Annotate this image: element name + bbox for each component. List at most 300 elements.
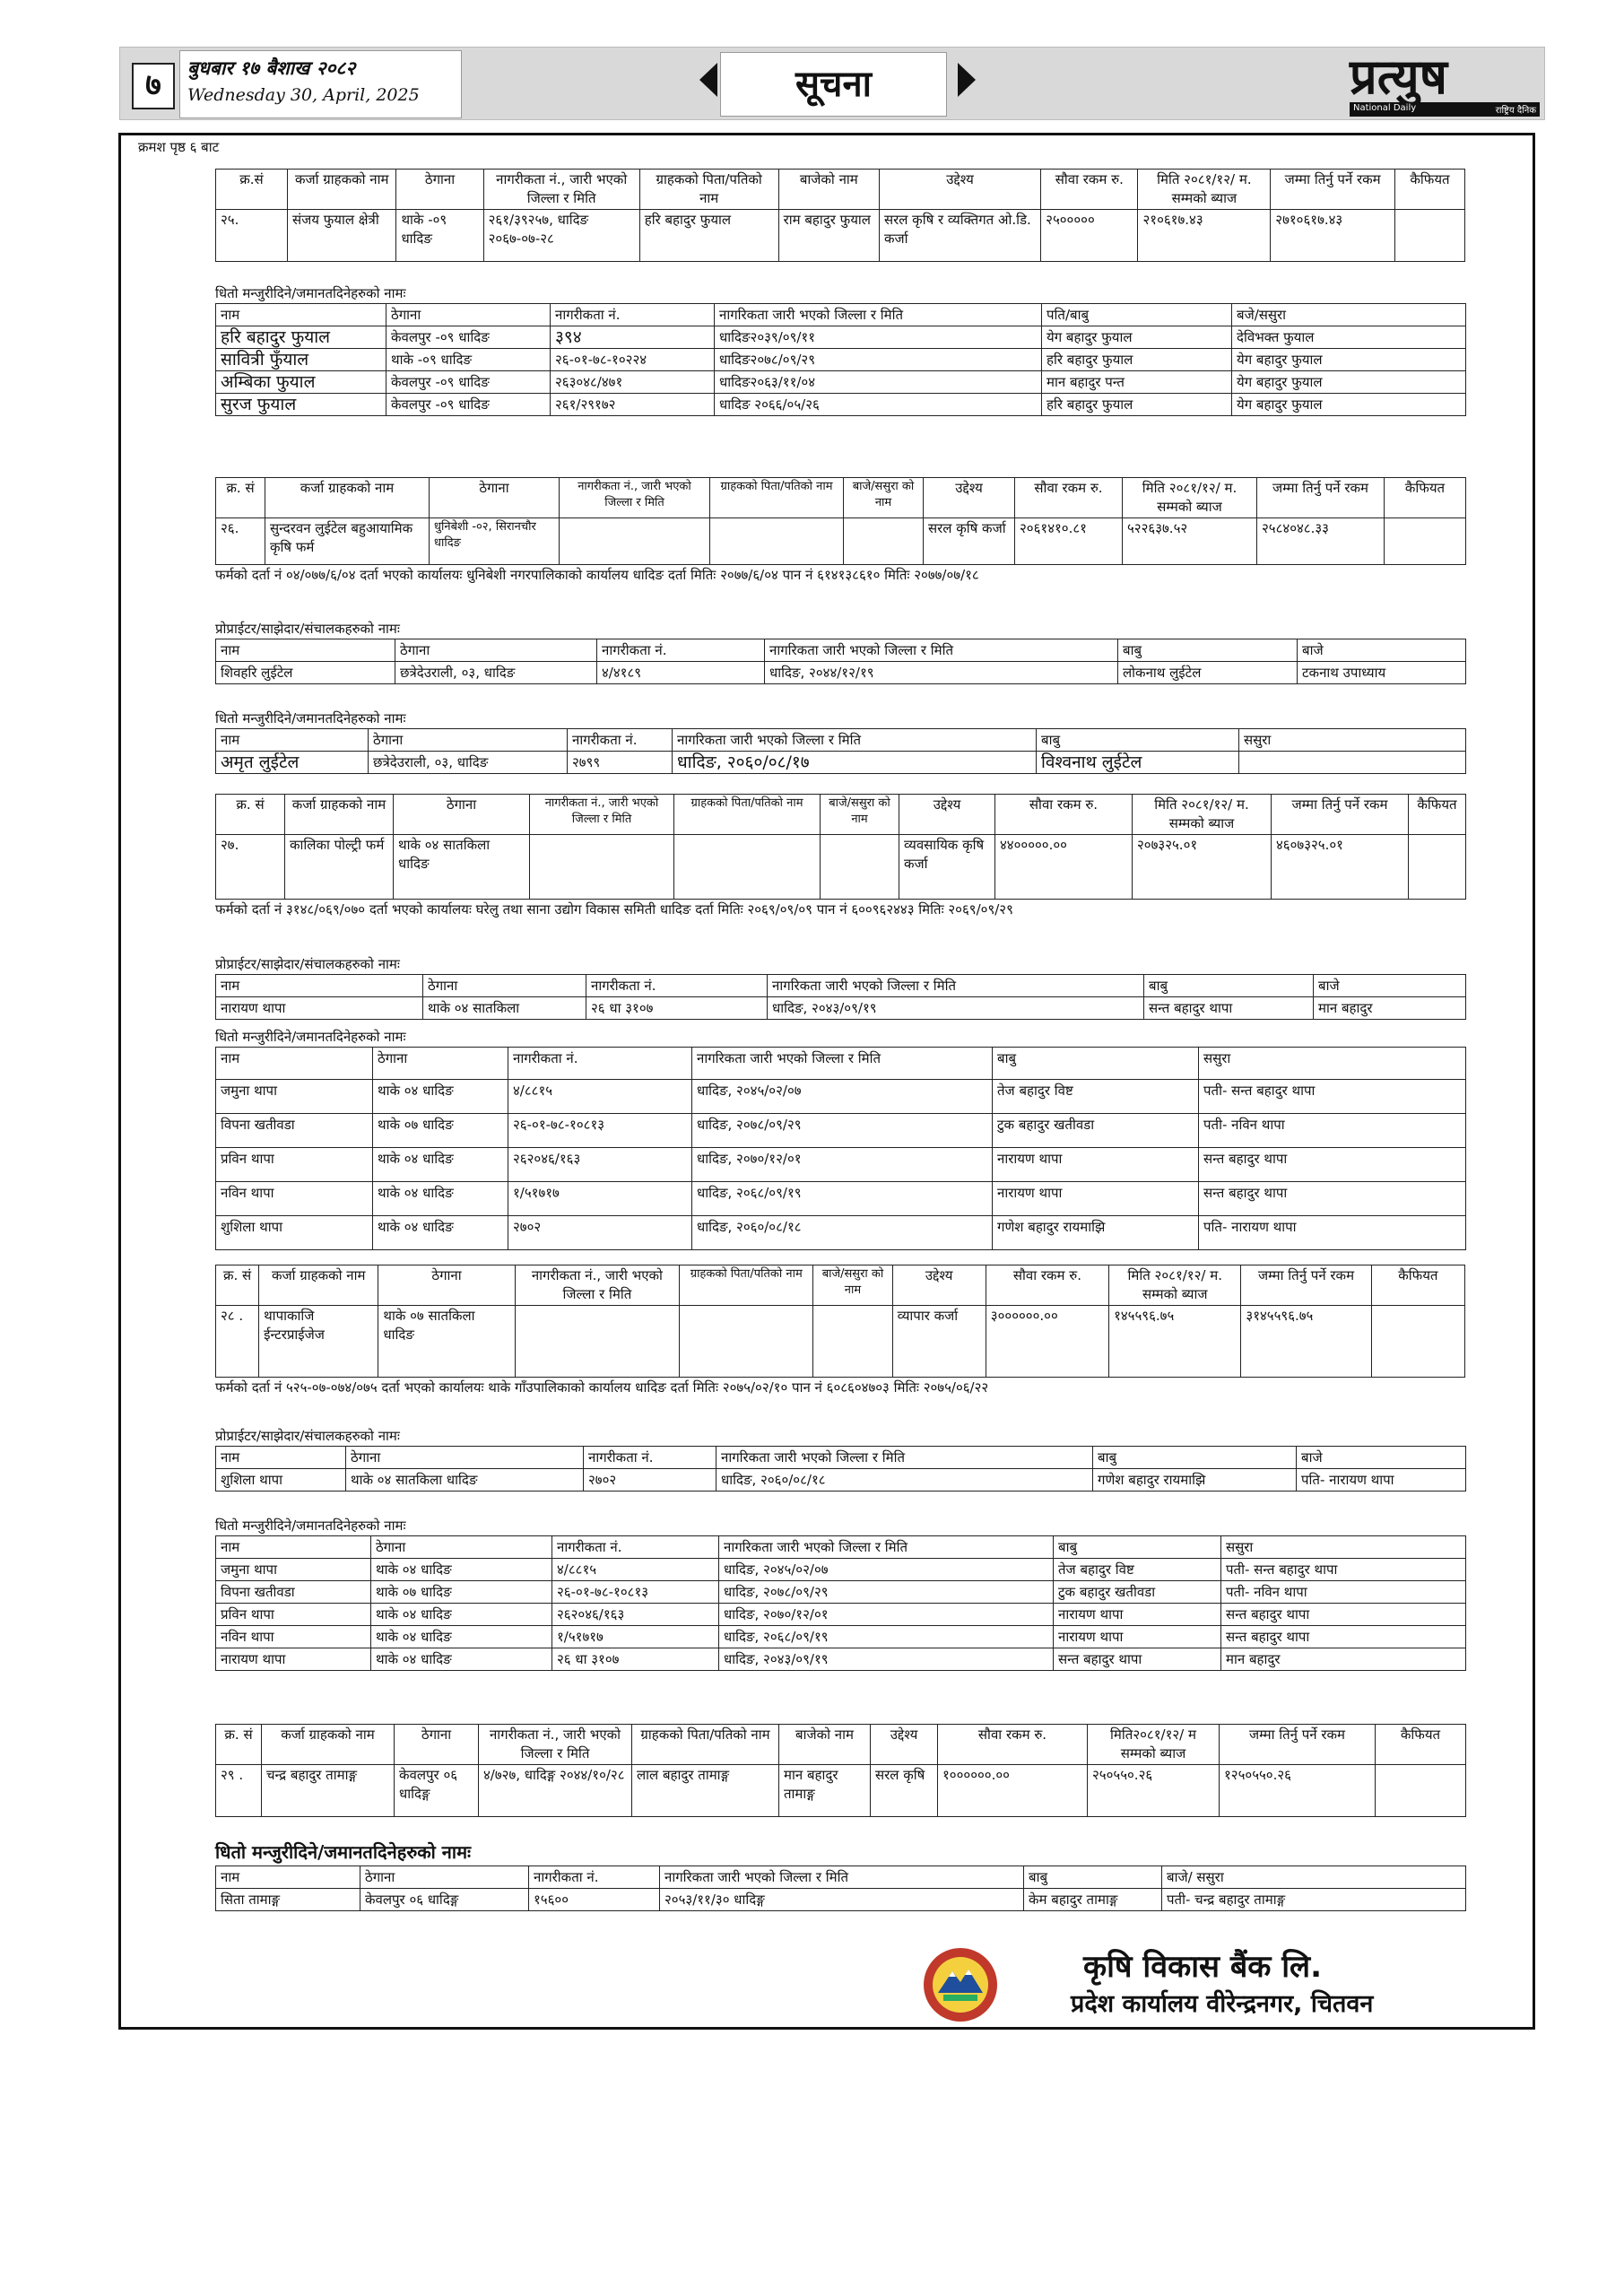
cell: पती- नविन थापा (1199, 1114, 1466, 1148)
bank-logo-icon (922, 1946, 999, 2023)
header-cell: सौवा रकम रु. (1015, 478, 1123, 518)
header-cell: नाम (216, 729, 369, 752)
cell: थाके ०७ धादिङ (371, 1581, 552, 1604)
cell: धादिङ, २०६०/०८/१७ (673, 752, 1037, 774)
cell (813, 1306, 892, 1378)
cell (821, 835, 899, 900)
cell: देविभक्त फुयाल (1232, 326, 1466, 349)
cell: २६१/२९१७२ (551, 394, 715, 416)
header-cell: उद्देश्य (899, 795, 995, 835)
guarantor-block-25 (215, 283, 1465, 416)
header-cell: नागरिकता जारी भएको जिल्ला र मिति (673, 729, 1037, 752)
cell: थाके ०४ सातकिला (423, 997, 586, 1020)
proprietor-block-27 (215, 954, 1465, 1020)
cell: कालिका पोल्ट्री फर्म (285, 835, 394, 900)
cell: केवलपुर ०६ धादिङ्ग (395, 1765, 479, 1817)
cell: नारायण थापा (1054, 1604, 1221, 1626)
cell: धादिङ, २०४५/०२/०७ (692, 1080, 993, 1114)
cell: येग बहादुर फुयाल (1232, 394, 1466, 416)
header-cell: ठेगाना (423, 975, 586, 997)
cell: थाके -०९ धादिङ (386, 349, 551, 371)
header-cell: नाम (216, 304, 386, 326)
header-cell: ठेगाना (386, 304, 551, 326)
person-row (216, 1080, 1466, 1114)
header-cell: बाजेको नाम (778, 170, 879, 210)
cell (710, 518, 844, 565)
logo-sub-en: National Daily (1353, 103, 1417, 113)
header-cell: ग्राहकको पिता/पतिको नाम (639, 170, 778, 210)
cell: शिवहरि लुईटेल (216, 662, 395, 684)
cell: २०६१४१०.८१ (1015, 518, 1123, 565)
cell: २९ . (216, 1765, 262, 1817)
loan-row (216, 518, 1466, 565)
header-cell: क्र. सं (216, 1725, 262, 1765)
cell: ४४०००००.०० (995, 835, 1133, 900)
header-cell: नागरीकता नं., जारी भएको जिल्ला र मिति (530, 795, 674, 835)
cell: विपना खतीवडा (216, 1581, 371, 1604)
cell: प्रविन थापा (216, 1604, 371, 1626)
cell: १२५०५५०.२६ (1220, 1765, 1376, 1817)
cell: १/५१७१७ (508, 1182, 692, 1216)
cell: धादिङ२०७८/०९/२९ (715, 349, 1042, 371)
header-cell: क्र.सं (216, 170, 288, 210)
logo-name: प्रत्युष (1350, 48, 1447, 105)
continued-note: क्रमश पृष्ठ ६ बाट (138, 139, 220, 155)
cell: धादिङ, २०४४/१२/१९ (765, 662, 1118, 684)
cell: ५२२६३७.५२ (1123, 518, 1257, 565)
header-cell: ग्राहकको पिता/पतिको नाम (710, 478, 844, 518)
cell: व्यवसायिक कृषि कर्जा (899, 835, 995, 900)
cell: व्यापार कर्जा (892, 1306, 986, 1378)
loan-row (216, 1765, 1466, 1817)
person-row (216, 752, 1466, 774)
cell: सिता तामाङ्ग (216, 1889, 360, 1911)
cell: तेज बहादुर विष्ट (993, 1080, 1199, 1114)
cell: नारायण थापा (993, 1182, 1199, 1216)
person-header-row (216, 304, 1466, 326)
cell: २७. (216, 835, 285, 900)
header-cell: नागरीकता नं. (597, 639, 765, 662)
cell: पती- चन्द्र बहादुर तामाङ्ग (1162, 1889, 1466, 1911)
cell: धादिङ२०३९/०९/११ (715, 326, 1042, 349)
person-header-row (216, 729, 1466, 752)
guarantor-label: धितो मन्जुरीदिने/जमानतदिनेहरुको नामः (215, 1029, 406, 1045)
header-cell: ग्राहकको पिता/पतिको नाम (632, 1725, 779, 1765)
cell: २६१/३९२५७, धादिङ २०६७-०७-२८ (483, 210, 639, 262)
person-header-row (216, 1866, 1466, 1889)
header-cell: नागरीकता नं., जारी भएको जिल्ला र मिति (483, 170, 639, 210)
header-cell: ठेगाना (369, 729, 568, 752)
cell (844, 518, 924, 565)
header-cell: कर्जा ग्राहकको नाम (287, 170, 395, 210)
header-cell: मिति २०८१/१२/ म. सम्मको ब्याज (1123, 478, 1257, 518)
header-cell: ग्राहकको पिता/पतिको नाम (674, 795, 821, 835)
cell: २०५३/११/३० धादिङ्ग (660, 1889, 1024, 1911)
cell: २५८४०४८.३३ (1257, 518, 1385, 565)
person-row (216, 1148, 1466, 1182)
cell: ४/८८१५ (552, 1559, 719, 1581)
header-cell: जम्मा तिर्नु पर्ने रकम (1220, 1725, 1376, 1765)
cell: थाके ०७ धादिङ (373, 1114, 508, 1148)
header-cell: जम्मा तिर्नु पर्ने रकम (1241, 1265, 1371, 1306)
cell: १००००००.०० (938, 1765, 1088, 1817)
cell: २६ धा ३१०७ (586, 997, 768, 1020)
cell: संजय फुयाल क्षेत्री (287, 210, 395, 262)
guarantor-block-28 (215, 1516, 1465, 1671)
cell: २७९९ (568, 752, 673, 774)
cell: २७०२ (584, 1469, 716, 1492)
header-cell: बाबु (1037, 729, 1239, 752)
cell: नारायण थापा (993, 1148, 1199, 1182)
header-cell: कर्जा ग्राहकको नाम (285, 795, 394, 835)
cell: अमृत लुईटेल (216, 752, 369, 774)
guarantor-block-29 (215, 1839, 1465, 1911)
header-cell: ससुरा (1199, 1048, 1466, 1080)
header-cell: ठेगाना (430, 478, 560, 518)
page-number: ७ (132, 63, 175, 109)
cell: थाके ०४ धादिङ (373, 1182, 508, 1216)
loan-table (215, 169, 1465, 262)
cell: केवलपुर ०६ धादिङ्ग (360, 1889, 529, 1911)
cell: सुरज फुयाल (216, 394, 386, 416)
cell: थाके ०४ धादिङ (373, 1148, 508, 1182)
cell: थाके ०७ सातकिला धादिङ (378, 1306, 515, 1378)
cell: ३१४५५९६.७५ (1241, 1306, 1371, 1378)
cell: सरल कृषि र व्यक्तिगत ओ.डि. कर्जा (879, 210, 1040, 262)
bank-signature (922, 1944, 1424, 2025)
cell: चन्द्र बहादुर तामाङ्ग (262, 1765, 395, 1817)
cell: सन्त बहादुर थापा (1144, 997, 1314, 1020)
cell: थाके ०४ धादिङ (373, 1080, 508, 1114)
cell: धादिङ, २०४३/०९/१९ (768, 997, 1144, 1020)
cell: जमुना थापा (216, 1559, 371, 1581)
cell: ४/७२७, धादिङ्ग २०४४/१०/२८ (479, 1765, 632, 1817)
header-cell: जम्मा तिर्नु पर्ने रकम (1257, 478, 1385, 518)
cell: शुशिला थापा (216, 1469, 346, 1492)
loan-table-29 (215, 1724, 1465, 1817)
header-cell: उद्देश्य (924, 478, 1015, 518)
person-header-row (216, 1536, 1466, 1559)
guarantor-block-26 (215, 709, 1465, 774)
cell: केवलपुर -०९ धादिङ (386, 371, 551, 394)
header-cell: बाबु (1144, 975, 1314, 997)
person-table (215, 1047, 1466, 1250)
cell: २७१०६१७.४३ (1271, 210, 1395, 262)
cell (530, 835, 674, 900)
cell: २६. (216, 518, 265, 565)
person-table (215, 639, 1466, 684)
cell (674, 835, 821, 900)
header-cell: ठेगाना (395, 1725, 479, 1765)
cell: सन्त बहादुर थापा (1221, 1626, 1466, 1648)
header-cell: नागरीकता नं. (586, 975, 768, 997)
cell: २०७३२५.०१ (1133, 835, 1272, 900)
cell: २७०२ (508, 1216, 692, 1250)
cell: २६-०१-७८-१०२२४ (551, 349, 715, 371)
loan-table (215, 1265, 1465, 1378)
loan-header-row (216, 1725, 1466, 1765)
person-table (215, 728, 1466, 774)
cell: १/५१७१७ (552, 1626, 719, 1648)
loan-table (215, 1724, 1466, 1817)
cell: मान बहादुर (1221, 1648, 1466, 1671)
cell: लाल बहादुर तामाङ्ग (632, 1765, 779, 1817)
cell: धादिङ २०६६/०५/२६ (715, 394, 1042, 416)
date-box (179, 50, 462, 118)
section-title: सूचना (720, 52, 947, 117)
header-cell: कर्जा ग्राहकको नाम (259, 1265, 378, 1306)
cell: धादिङ, २०६८/०९/१९ (719, 1626, 1054, 1648)
header-cell: सौवा रकम रु. (995, 795, 1133, 835)
bank-name: कृषि विकास बैंक लि. (1083, 1949, 1322, 1985)
header-cell: नागरिकता जारी भएको जिल्ला र मिति (716, 1447, 1093, 1469)
cell: अम्बिका फुयाल (216, 371, 386, 394)
next-arrow-icon (958, 63, 976, 97)
cell: २६२०४६/१६३ (508, 1148, 692, 1182)
cell: धादिङ, २०६८/०९/१९ (692, 1182, 993, 1216)
header-cell: बाजे/ससुरा को नाम (844, 478, 924, 518)
person-row (216, 1648, 1466, 1671)
person-row (216, 997, 1466, 1020)
cell: विश्वनाथ लुईटेल (1037, 752, 1239, 774)
cell: थाके ०४ सातकिला धादिङ (394, 835, 530, 900)
header-cell: बाबु (1093, 1447, 1297, 1469)
header-cell: नाम (216, 1866, 360, 1889)
cell: येग बहादुर फुयाल (1232, 349, 1466, 371)
header-cell: ठेगाना (394, 795, 530, 835)
cell: पति- नारायण थापा (1297, 1469, 1466, 1492)
prev-arrow-icon (699, 63, 717, 97)
logo-sub-np: राष्ट्रिय दैनिक (1495, 106, 1536, 116)
header-cell: कर्जा ग्राहकको नाम (265, 478, 430, 518)
header-cell: पति/बाबु (1042, 304, 1232, 326)
header-cell: नाम (216, 1536, 371, 1559)
cell: हरि बहादुर फुयाल (1042, 349, 1232, 371)
cell: तेज बहादुर विष्ट (1054, 1559, 1221, 1581)
cell: २६-०१-७८-१०८१३ (508, 1114, 692, 1148)
loan-header-row (216, 1265, 1465, 1306)
firm-registration-line: फर्मको दर्ता नं ३१४८/०६९/०७० दर्ता भएको कार्यालयः घरेलु तथा साना उद्योग विकास समिती धादिङ दर्ता मितिः २०६९/०९/०९ पान नं ६००९६२४४३ मितिः २०६९/०९/२९ (215, 901, 1013, 918)
loan-table-26 (215, 477, 1465, 585)
person-row (216, 1559, 1466, 1581)
cell: पती- सन्त बहादुर थापा (1199, 1080, 1466, 1114)
header-cell: कैफियत (1376, 1725, 1466, 1765)
header-cell: नागरीकता नं. (584, 1447, 716, 1469)
loan-row (216, 835, 1466, 900)
cell (1371, 1306, 1464, 1378)
guarantor-label: धितो मन्जुरीदिने/जमानतदिनेहरुको नामः (215, 1518, 406, 1534)
person-table (215, 1446, 1466, 1492)
cell: २६२०४६/१६३ (552, 1604, 719, 1626)
cell: सावित्री फुँयाल (216, 349, 386, 371)
person-row (216, 394, 1466, 416)
cell: ४६०७३२५.०१ (1272, 835, 1409, 900)
header-cell: बाजे (1298, 639, 1466, 662)
cell: थाके -०९ धादिङ (396, 210, 483, 262)
header-cell: नागरीकता नं. (568, 729, 673, 752)
header-cell: बाबु (1118, 639, 1298, 662)
cell: सन्त बहादुर थापा (1054, 1648, 1221, 1671)
header-cell: मिति २०८१/१२/ म. सम्मको ब्याज (1133, 795, 1272, 835)
cell: नविन थापा (216, 1626, 371, 1648)
cell: येग बहादुर फुयाल (1042, 326, 1232, 349)
header-cell: क्र. सं (216, 795, 285, 835)
header-cell: नागरिकता जारी भएको जिल्ला र मिति (692, 1048, 993, 1080)
loan-table-28 (215, 1265, 1465, 1397)
cell: टुक बहादुर खतीवडा (1054, 1581, 1221, 1604)
cell: नविन थापा (216, 1182, 373, 1216)
header-cell: बाबु (1054, 1536, 1221, 1559)
header-cell: नागरीकता नं., जारी भएको जिल्ला र मिति (515, 1265, 679, 1306)
cell: छत्रेदेउराली, ०३, धादिङ (395, 662, 597, 684)
person-row (216, 1626, 1466, 1648)
person-row (216, 326, 1466, 349)
cell (560, 518, 710, 565)
person-table (215, 1866, 1466, 1911)
cell: टकनाथ उपाध्याय (1298, 662, 1466, 684)
cell (1239, 752, 1466, 774)
header-cell: क्र. सं (216, 478, 265, 518)
cell: मान बहादुर पन्त (1042, 371, 1232, 394)
cell: लोकनाथ लुईटेल (1118, 662, 1298, 684)
header-cell: नागरीकता नं., जारी भएको जिल्ला र मिति (479, 1725, 632, 1765)
person-row (216, 1114, 1466, 1148)
guarantor-block-27 (215, 1027, 1465, 1250)
newspaper-logo (1350, 47, 1540, 124)
proprietor-block-26 (215, 619, 1465, 684)
person-row (216, 1581, 1466, 1604)
header-cell: नागरिकता जारी भएको जिल्ला र मिति (660, 1866, 1024, 1889)
cell: राम बहादुर फुयाल (778, 210, 879, 262)
person-row (216, 371, 1466, 394)
header-cell: ग्राहकको पिता/पतिको नाम (680, 1265, 813, 1306)
header-cell: ससुरा (1221, 1536, 1466, 1559)
header-cell: बाजे/ ससुरा (1162, 1866, 1466, 1889)
person-row (216, 1182, 1466, 1216)
cell: धादिङ२०६३/११/०४ (715, 371, 1042, 394)
guarantor-label: धितो मन्जुरीदिने/जमानतदिनेहरुको नामः (215, 285, 406, 301)
proprietor-label: प्रोप्राईटर/साझेदार/संचालकहरुको नामः (215, 956, 400, 972)
cell: येग बहादुर फुयाल (1232, 371, 1466, 394)
header-cell: क्र. सं (216, 1265, 259, 1306)
loan-row (216, 1306, 1465, 1378)
cell: २८ . (216, 1306, 259, 1378)
cell: धुनिबेशी -०२, सिरानचौर धादिङ (430, 518, 560, 565)
date-english: Wednesday 30, April, 2025 (187, 85, 420, 105)
header-cell: बाजेको नाम (779, 1725, 871, 1765)
header-cell: उद्देश्य (871, 1725, 938, 1765)
header-cell: नागरिकता जारी भएको जिल्ला र मिति (715, 304, 1042, 326)
cell: टुक बहादुर खतीवडा (993, 1114, 1199, 1148)
header-cell: कैफियत (1371, 1265, 1464, 1306)
proprietor-label: प्रोप्राईटर/साझेदार/संचालकहरुको नामः (215, 621, 400, 637)
cell: थाके ०४ धादिङ (371, 1648, 552, 1671)
header-cell: बाजे/ससुरा को नाम (813, 1265, 892, 1306)
loan-table-27 (215, 794, 1465, 919)
cell: सरल कृषि कर्जा (924, 518, 1015, 565)
header-cell: कर्जा ग्राहकको नाम (262, 1725, 395, 1765)
cell: शुशिला थापा (216, 1216, 373, 1250)
cell: विपना खतीवडा (216, 1114, 373, 1148)
header-cell: नाम (216, 1447, 346, 1469)
cell: धादिङ, २०७८/०९/२९ (692, 1114, 993, 1148)
person-table (215, 1535, 1466, 1671)
cell: गणेश बहादुर रायमाझि (1093, 1469, 1297, 1492)
cell: धादिङ, २०६०/०८/१८ (692, 1216, 993, 1250)
header-cell: कैफियत (1385, 478, 1466, 518)
cell: धादिङ, २०७८/०९/२९ (719, 1581, 1054, 1604)
person-header-row (216, 975, 1466, 997)
header-cell: नागरीकता नं. (529, 1866, 660, 1889)
header-cell: ठेगाना (396, 170, 483, 210)
person-row (216, 349, 1466, 371)
person-row (216, 1889, 1466, 1911)
header-cell: सौवा रकम रु. (938, 1725, 1088, 1765)
proprietor-block-28 (215, 1426, 1465, 1492)
cell: पती- नविन थापा (1221, 1581, 1466, 1604)
header-cell: मिति२०८१/१२/ म सम्मको ब्याज (1088, 1725, 1220, 1765)
header-cell: बजे/ससुरा (1232, 304, 1466, 326)
person-header-row (216, 1048, 1466, 1080)
cell (1409, 835, 1466, 900)
firm-registration-line: फर्मको दर्ता नं ५२५-०७-०७४/०७५ दर्ता भएको कार्यालयः थाके गाँउपालिकाको कार्यालय धादिङ दर्ता मितिः २०७५/०२/१० पान नं ६०८६०४७०३ मितिः २०७५/०६/२२ (215, 1379, 989, 1396)
cell: २६३०४८/४७१ (551, 371, 715, 394)
cell: नारायण थापा (216, 997, 423, 1020)
cell: पति- नारायण थापा (1199, 1216, 1466, 1250)
cell: हरि बहादुर फुयाल (639, 210, 778, 262)
cell: ४/८८१५ (508, 1080, 692, 1114)
header-cell: जम्मा तिर्नु पर्ने रकम (1272, 795, 1409, 835)
cell: छत्रेदेउराली, ०३, धादिङ (369, 752, 568, 774)
guarantor-label: धितो मन्जुरीदिने/जमानतदिनेहरुको नामः (215, 710, 406, 726)
cell: सन्त बहादुर थापा (1221, 1604, 1466, 1626)
loan-header-row (216, 795, 1466, 835)
cell: गणेश बहादुर रायमाझि (993, 1216, 1199, 1250)
cell (680, 1306, 813, 1378)
guarantor-label: धितो मन्जुरीदिने/जमानतदिनेहरुको नामः (215, 1841, 472, 1863)
cell: थाके ०४ धादिङ (373, 1216, 508, 1250)
cell: सरल कृषि (871, 1765, 938, 1817)
cell (1394, 210, 1464, 262)
cell: सन्त बहादुर थापा (1199, 1148, 1466, 1182)
cell: पती- सन्त बहादुर थापा (1221, 1559, 1466, 1581)
header-cell: मिति २०८१/१२/ म. सम्मको ब्याज (1138, 170, 1271, 210)
cell: ४/४१८९ (597, 662, 765, 684)
loan-table-25 (215, 169, 1465, 262)
person-table (215, 974, 1466, 1020)
cell: धादिङ, २०४३/०९/१९ (719, 1648, 1054, 1671)
person-row (216, 1216, 1466, 1250)
header-cell: ठेगाना (378, 1265, 515, 1306)
header-cell: जम्मा तिर्नु पर्ने रकम (1271, 170, 1395, 210)
proprietor-label: प्रोप्राईटर/साझेदार/संचालकहरुको नामः (215, 1428, 400, 1444)
header-cell: बाजे (1297, 1447, 1466, 1469)
person-header-row (216, 1447, 1466, 1469)
cell: मान बहादुर तामाङ्ग (779, 1765, 871, 1817)
cell: २५. (216, 210, 288, 262)
bank-address: प्रदेश कार्यालय वीरेन्द्रनगर, चितवन (1071, 1990, 1374, 2018)
header-cell: कैफियत (1394, 170, 1464, 210)
cell: २५००००० (1041, 210, 1138, 262)
header-cell: सौवा रकम रु. (986, 1265, 1108, 1306)
cell: थाके ०४ धादिङ (371, 1559, 552, 1581)
loan-header-row (216, 170, 1465, 210)
cell: १४५५९६.७५ (1109, 1306, 1241, 1378)
cell: २१०६१७.४३ (1138, 210, 1271, 262)
header-cell: बाबु (993, 1048, 1199, 1080)
cell (1385, 518, 1466, 565)
header-cell: ठेगाना (371, 1536, 552, 1559)
